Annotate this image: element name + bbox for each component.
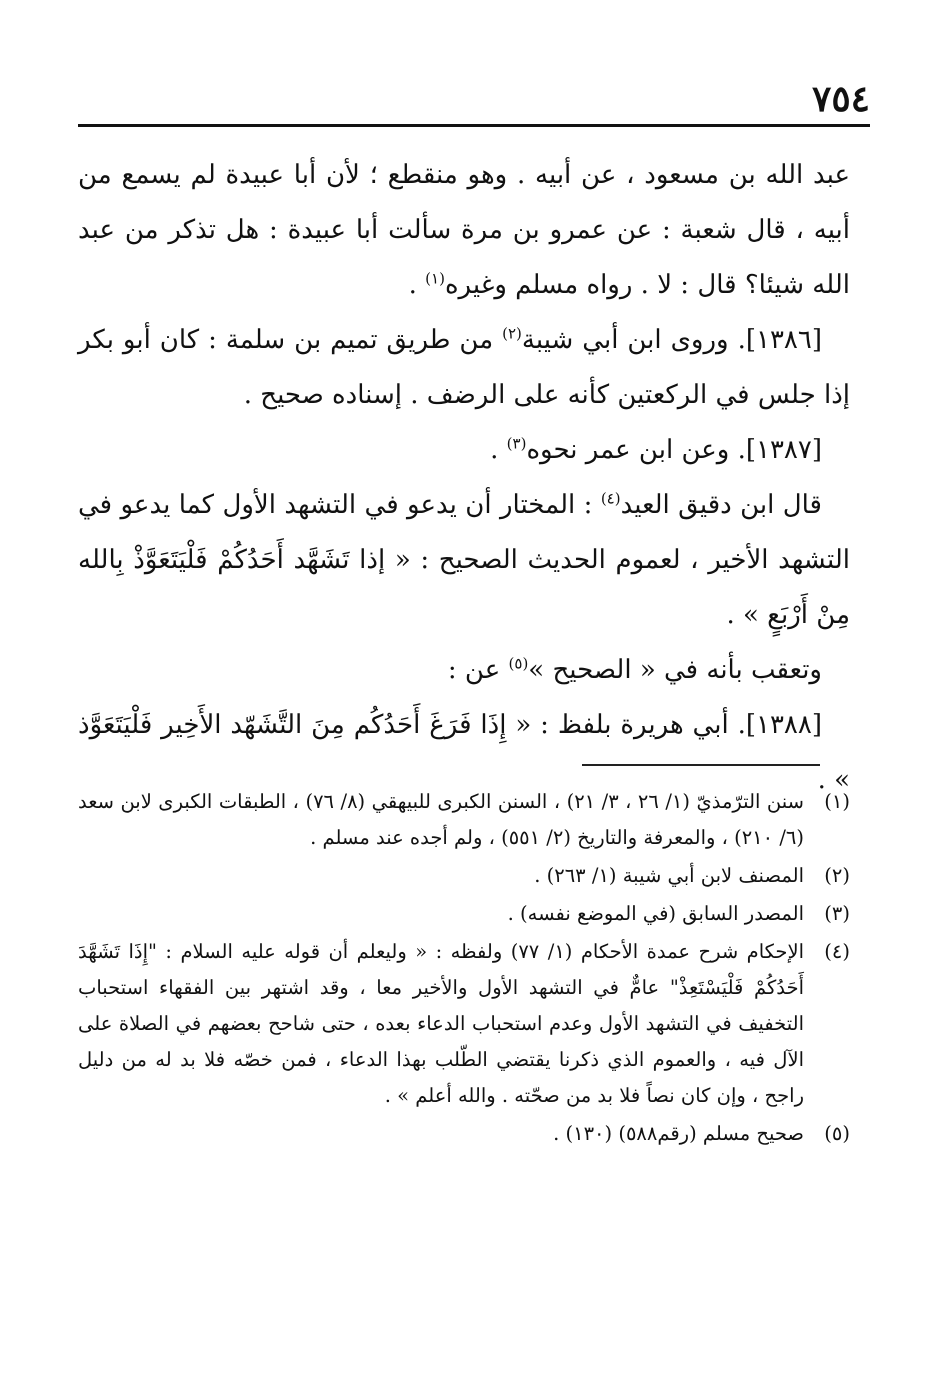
footnote-text: الإحكام شرح عمدة الأحكام (١/ ٧٧) ولفظه : « وليعلم أن قوله عليه السلام : "إِذَا تَشَهَّدَ أَحَدُكُمْ فَلْيَسْتَعِذْ" عامٌّ في التشهد الأول والأخير معا ، وقد اشتهر بين الفقهاء استحباب التخفيف في التشهد الأول وعدم استحباب الدعاء بعده ، حتى شاحح بعضهم في الصلاة على الآل فيه ، والعموم الذي ذكرنا يقتضي الطّلب بهذا الدعاء ، فمن خصّه فلا بد له من دليل راجح ، وإن كان نصاً فلا بد من صحّته . والله أعلم » . (78, 940, 804, 1107)
footnote-text: سنن الترّمذيّ (١/ ٢٦ ، ٣/ ٢١) ، السنن الكبرى للبيهقي (٨/ ٧٦) ، الطبقات الكبرى لابن سعد (٦/ ٢١٠) ، والمعرفة والتاريخ (٢/ ٥٥١) ، ولم أجده عند مسلم . (78, 790, 804, 849)
paragraph-taaqqub: وتعقب بأنه في « الصحيح »$^{(٥)}$ عن : (447, 654, 822, 685)
page-number: ٧٥٤ (811, 78, 870, 120)
paragraph-1386: [١٣٨٦]. وروى ابن أبي شيبة$^{(٢)}$ من طريق تميم بن سلمة : كان أبو بكر إذا جلس في الركعتين كأنه على الرضف . إسناده صحيح . (78, 324, 850, 410)
footnote-ref-5[interactable]: (٥) (508, 654, 529, 673)
paragraph-1: عبد الله بن مسعود ، عن أبيه . وهو منقطع ؛ لأن أبا عبيدة لم يسمع من أبيه ، قال شعبة : عن عمرو بن مرة سألت أبا عبيدة : هل تذكر من عبد الله شيئا؟ قال : لا . رواه مسلم وغيره$^{(١)}$ . (78, 160, 850, 300)
header-rule (78, 124, 870, 127)
footnote-item (78, 1116, 850, 1152)
footnote-separator (582, 764, 820, 766)
footnotes (78, 784, 850, 1154)
footnote-item (78, 858, 850, 894)
footnote-number: (٥) (824, 1122, 850, 1145)
main-text (78, 148, 850, 808)
paragraph-ibn-daqiq: قال ابن دقيق العيد$^{(٤)}$ : المختار أن يدعو في التشهد الأول كما يدعو في التشهد الأخير ، لعموم الحديث الصحيح : « إذا تَشَهَّد أَحَدُكُمْ فَلْيَتَعَوَّذْ بِالله مِنْ أَرْبَعٍ » . (78, 489, 850, 630)
footnote-item (78, 784, 850, 856)
footnote-ref-3[interactable]: (٣) (506, 434, 527, 453)
footnote-number: (١) (824, 790, 850, 813)
footnote-number: (٣) (824, 902, 850, 925)
footnote-item (78, 896, 850, 932)
footnote-number: (٤) (824, 940, 850, 963)
paragraph-1387: [١٣٨٧]. وعن ابن عمر نحوه$^{(٣)}$ . (490, 434, 822, 465)
footnote-number: (٢) (824, 864, 850, 887)
footnote-text: صحيح مسلم (رقم٥٨٨) (١٣٠) . (553, 1122, 804, 1145)
footnote-item (78, 934, 850, 1114)
footnote-text: المصدر السابق (في الموضع نفسه) . (507, 902, 804, 925)
footnote-text: المصنف لابن أبي شيبة (١/ ٢٦٣) . (534, 864, 804, 887)
paragraph-1388: [١٣٨٨]. أبي هريرة بلفظ : « إِذَا فَرَغَ أَحَدُكُم مِنَ التَّشَهّد الأَخِير فَلْيَتَعَوَّذ » . (78, 710, 850, 795)
footnote-ref-2[interactable]: (٢) (502, 324, 522, 343)
footnote-ref-1[interactable]: (١) (425, 269, 445, 288)
footnote-ref-4[interactable]: (٤) (600, 489, 621, 508)
